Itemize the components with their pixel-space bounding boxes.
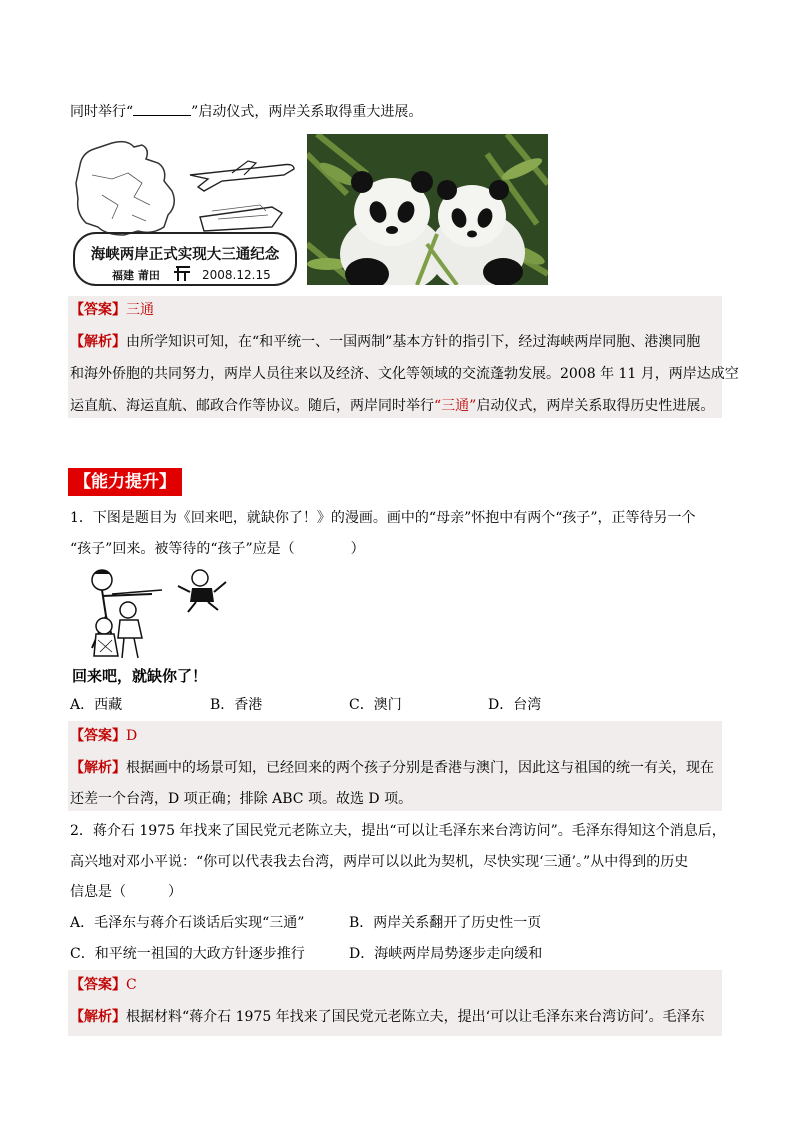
q2-option-c[interactable]: C．和平统一祖国的大政方针逐步推行 <box>70 946 305 962</box>
q1-option-c[interactable]: C．澳门 <box>349 697 402 713</box>
analysis-text: 运直航、海运直航、邮政合作等协议。随后，两岸同时举行 <box>70 398 434 414</box>
stamp-caption-place: 福建 莆田 <box>112 269 160 282</box>
stamp-caption-date: 2008.12.15 <box>202 268 271 282</box>
q1-analysis-line-2: 还差一个台湾，D 项正确；排除 ABC 项。故选 D 项。 <box>70 791 413 807</box>
analysis-label: 【解析】 <box>70 760 126 776</box>
analysis-text: 启动仪式，两岸关系取得历史性进展。 <box>476 398 715 414</box>
analysis-label: 【解析】 <box>70 1009 126 1025</box>
q1-answer-line <box>70 726 137 746</box>
answer-label: 【答案】 <box>70 302 126 318</box>
answer-value: 三通 <box>126 302 154 318</box>
panda-image <box>307 134 548 285</box>
cartoon-image <box>72 566 248 690</box>
intro-text-start: 同时举行“ <box>70 104 134 120</box>
analysis-text: 根据材料“蒋介石 1975 年找来了国民党元老陈立夫，提出‘可以让毛泽东来台湾访问’。毛泽东 <box>126 1009 705 1025</box>
commemorative-stamp <box>72 135 298 287</box>
analysis-text: 和海外侨胞的共同努力，两岸人员往来以及经济、文化等领域的交流蓬勃发展。2008 年 11 月，两岸达成空 <box>70 366 739 382</box>
intro-text-end: ”启动仪式，两岸关系取得重大进展。 <box>191 104 423 120</box>
question-2-line-3: 信息是（ ） <box>70 884 182 900</box>
q1-option-b[interactable]: B．香港 <box>210 697 263 713</box>
analysis-quote: “三通” <box>434 398 477 414</box>
question-2-line-2: 高兴地对邓小平说：“你可以代表我去台湾，两岸可以以此为契机，尽快实现‘三通’。”从中得到的历史 <box>70 854 689 870</box>
question-1-line-1: 1．下图是题目为《回来吧，就缺你了！》的漫画。画中的“母亲”怀抱中有两个“孩子”，正等待另一个 <box>70 510 696 526</box>
answer-value: D <box>126 728 138 744</box>
stamp-illustration <box>72 135 298 287</box>
post-logo-icon <box>174 267 190 281</box>
stamp-caption-main: 海峡两岸正式实现大三通纪念 <box>90 247 280 263</box>
answer-label: 【答案】 <box>70 977 126 993</box>
q1-analysis-line-1 <box>70 758 714 778</box>
intro-line <box>70 102 422 122</box>
answer-label: 【答案】 <box>70 728 126 744</box>
section-title: 【能力提升】 <box>68 468 182 496</box>
q1-option-d[interactable]: D．台湾 <box>488 697 542 713</box>
q2-option-d[interactable]: D．海峡两岸局势逐步走向缓和 <box>349 946 543 962</box>
analysis-label: 【解析】 <box>70 334 126 350</box>
q1-option-a[interactable]: A．西藏 <box>70 697 123 713</box>
q2-option-a[interactable]: A．毛泽东与蒋介石谈话后实现“三通” <box>70 915 305 931</box>
analysis-text: 由所学知识可知，在“和平统一、一国两制”基本方针的指引下，经过海峡两岸同胞、港澳同胞 <box>126 334 701 350</box>
answer-line-1 <box>70 300 154 320</box>
analysis-line-1a <box>70 332 700 352</box>
answer-value: C <box>126 977 137 993</box>
cartoon-caption: 回来吧，就缺你了！ <box>72 667 208 685</box>
analysis-line-1b <box>70 364 739 384</box>
q2-answer-line <box>70 975 137 995</box>
question-2-line-1: 2．蒋介石 1975 年找来了国民党元老陈立夫，提出“可以让毛泽东来台湾访问”。毛泽东得知这个消息后， <box>70 823 726 839</box>
panda-photo <box>307 134 548 285</box>
q2-option-b[interactable]: B．两岸关系翻开了历史性一页 <box>349 915 542 931</box>
analysis-text: 根据画中的场景可知，已经回来的两个孩子分别是香港与澳门，因此这与祖国的统一有关，现在 <box>126 760 714 776</box>
question-1-line-2: “孩子”回来。被等待的“孩子”应是（ ） <box>70 541 365 557</box>
analysis-line-1c <box>70 396 714 416</box>
q2-analysis-line-1 <box>70 1007 705 1027</box>
fill-blank <box>133 103 191 116</box>
cartoon-illustration <box>72 566 248 662</box>
